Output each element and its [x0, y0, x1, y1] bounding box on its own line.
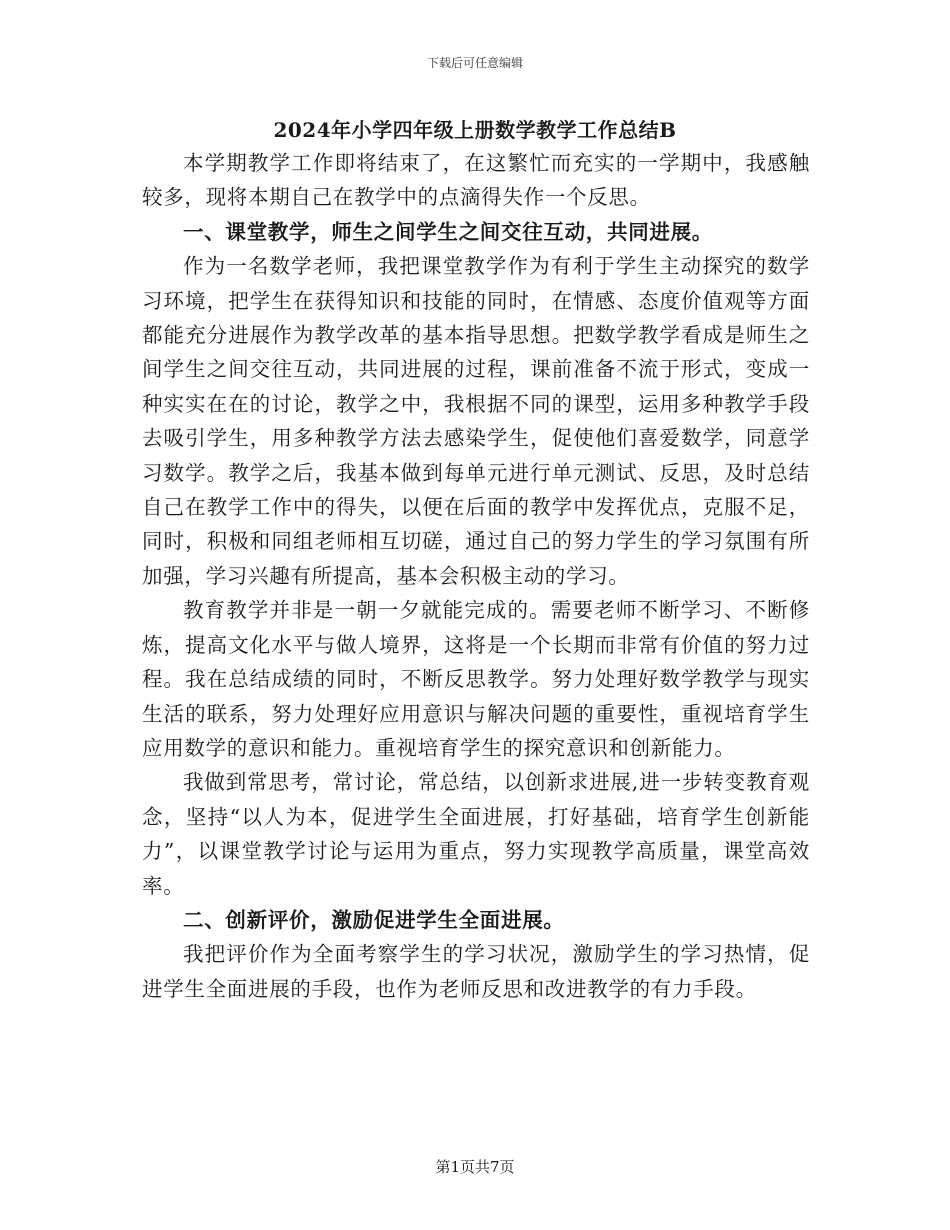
paragraph-reflection: 教育教学并非是一朝一夕就能完成的。需要老师不断学习、不断修炼，提高文化水平与做人境界，这将是一个长期而非常有价值的努力过程。我在总结成绩的同时，不断反思教学。努力处理好数学教学与现实生活的联系，努力处理好应用意识与解决问题的重要性，重视培育学生应用数学的意识和能力。重视培育学生的探究意识和创新能力。	[142, 598, 810, 760]
paragraph-innovation: 我做到常思考，常讨论，常总结，以创新求进展,进一步转变教育观念，坚持“以人为本，促进学生全面进展，打好基础，培育学生创新能力”，以课堂教学讨论与运用为重点，努力实现教学高质量，课堂高效率。	[142, 770, 810, 898]
document-body	[142, 146, 810, 1006]
section-heading-2: 二、创新评价，激励促进学生全面进展。	[183, 907, 565, 932]
paragraph-classroom-teaching: 作为一名数学老师，我把课堂教学作为有利于学生主动探究的数学习环境，把学生在获得知识和技能的同时，在情感、态度价值观等方面都能充分进展作为教学改革的基本指导思想。把数学教学看成是师生之间学生之间交往互动，共同进展的过程，课前准备不流于形式，变成一种实实在在的讨论，教学之中，我根据不同的课型，运用多种教学手段去吸引学生，用多种教学方法去感染学生，促使他们喜爱数学，同意学习数学。教学之后，我基本做到每单元进行单元测试、反思，及时总结自己在教学工作中的得失，以便在后面的教学中发挥优点，克服不足，同时，积极和同组老师相互切磋，通过自己的努力学生的学习氛围有所加强，学习兴趣有所提高，基本会积极主动的学习。	[142, 254, 810, 588]
page-number: 第1页共7页	[435, 1158, 515, 1176]
paragraph-evaluation: 我把评价作为全面考察学生的学习状况，激励学生的学习热情，促进学生全面进展的手段，也作为老师反思和改进教学的有力手段。	[142, 942, 810, 1001]
document-title: 2024年小学四年级上册数学教学工作总结B	[273, 118, 677, 142]
header-note: 下载后可任意编辑	[426, 56, 523, 70]
section-heading-1: 一、课堂教学，师生之间学生之间交往互动，共同进展。	[183, 219, 713, 244]
paragraph-intro: 本学期教学工作即将结束了，在这繁忙而充实的一学期中，我感触较多，现将本期自己在教学中的点滴得失作一个反思。	[142, 151, 810, 210]
